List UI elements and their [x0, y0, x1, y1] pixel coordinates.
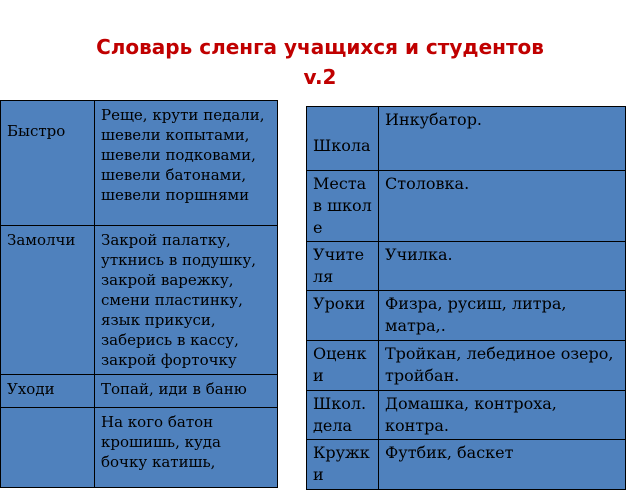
meaning-cell: Столовка.: [379, 171, 626, 242]
table-row: [307, 341, 626, 391]
table-row: [1, 101, 278, 226]
meaning-cell: Инкубатор.: [379, 107, 626, 171]
table-row: [307, 242, 626, 291]
term-cell: Места в школе: [307, 171, 379, 242]
term-cell: Учителя: [307, 242, 379, 291]
page-title: [20, 32, 620, 92]
term-cell: Замолчи: [1, 226, 95, 375]
table-row: [1, 226, 278, 375]
meaning-cell: Физра, русиш, литра, матра,.: [379, 291, 626, 341]
meaning-cell: Тройкан, лебединое озеро, тройбан.: [379, 341, 626, 391]
meaning-cell: Училка.: [379, 242, 626, 291]
term-cell: Быстро: [1, 101, 95, 226]
meaning-cell: Футбик, баскет: [379, 440, 626, 490]
title-line-2: v.2: [303, 65, 337, 89]
meaning-cell: Домашка, контроха, контра.: [379, 391, 626, 440]
term-cell: Кружки: [307, 440, 379, 490]
table-row: [307, 391, 626, 440]
term-cell: Уроки: [307, 291, 379, 341]
meaning-cell: На кого батон крошишь, куда бочку катишь,: [95, 408, 278, 488]
term-cell: Оценки: [307, 341, 379, 391]
term-cell: [1, 408, 95, 488]
slang-table-left: [0, 100, 278, 488]
term-cell: Школа: [307, 107, 379, 171]
table-row: [307, 291, 626, 341]
table-row: [307, 440, 626, 490]
title-line-1: Словарь сленга учащихся и студентов: [96, 35, 544, 59]
slang-table-right: [306, 106, 626, 490]
table-row: [307, 107, 626, 171]
meaning-cell: Топай, иди в баню: [95, 375, 278, 408]
term-cell: Школ. дела: [307, 391, 379, 440]
term-cell: Уходи: [1, 375, 95, 408]
meaning-cell: Закрой палатку, уткнись в подушку, закрой варежку, смени пластинку, язык прикуси, заберись в кассу, закрой форточку: [95, 226, 278, 375]
meaning-cell: Реще, крути педали, шевели копытами, шевели подковами, шевели батонами, шевели поршнями: [95, 101, 278, 226]
table-row: [307, 171, 626, 242]
table-row: [1, 408, 278, 488]
table-row: [1, 375, 278, 408]
